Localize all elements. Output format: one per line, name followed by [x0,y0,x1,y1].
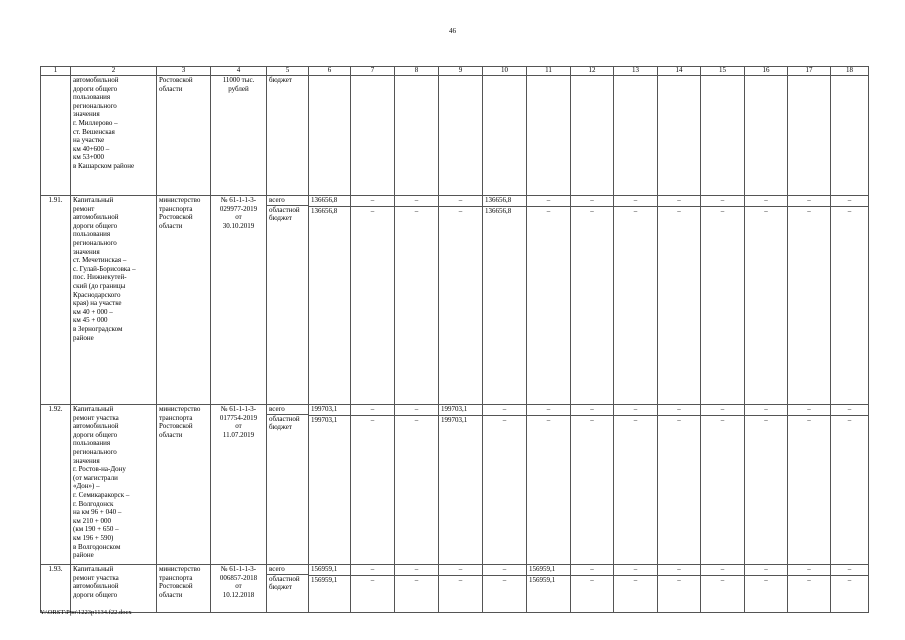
column-number: 10 [483,67,527,76]
amount-cell [788,405,831,565]
amount-value: – [414,207,419,215]
amount-cell [351,196,395,405]
amount-cell [483,565,527,613]
amount-cell [745,76,788,196]
amount-cell [788,565,831,613]
amount-value: – [677,576,681,584]
amount-value: – [414,416,419,424]
column-number: 13 [614,67,658,76]
amount-value: – [701,565,744,576]
table-row [41,405,869,565]
column-number-row [41,67,869,76]
amount-value: 199703,1 [309,405,350,416]
amount-value: – [745,405,787,416]
amount-cell [701,196,745,405]
object-name-cell: Капитальный ремонт участка автомобильной дороги общего пользования регионального значения г. Ростов-на-Дону (от магистрали «Дон») – г. Семикаракорск – г. Волгодонск на км 96 + 040 – км 210 + 000 (км 190 + 650 – км 196 + 590) в Волгодонском районе [71,405,157,565]
amount-cell [395,76,439,196]
document-cell: 11000 тыс. рублей [211,76,267,196]
object-name-cell: Капитальный ремонт участка автомобильной дороги общего [71,565,157,613]
amount-value: – [720,416,725,424]
amount-value: – [677,207,681,215]
funding-source-label: всего [267,565,308,575]
amount-value: 199703,1 [311,416,338,424]
table-row [41,565,869,613]
amount-value: – [831,196,868,207]
column-number: 3 [157,67,211,76]
amount-cell [527,405,571,565]
amount-value: 156959,1 [309,565,350,576]
amount-value: – [847,576,852,584]
funding-source-label: всего [267,196,308,206]
amount-cell [527,76,571,196]
column-number: 16 [745,67,788,76]
amount-value: – [788,405,830,416]
amount-cell [439,76,483,196]
amount-cell [614,196,658,405]
amount-cell [309,565,351,613]
amount-value: – [395,565,438,576]
amount-cell [658,565,701,613]
table-row [41,76,869,196]
amount-value: 156959,1 [311,576,338,584]
amount-value: – [745,196,787,207]
amount-value: – [807,207,811,215]
amount-cell [614,565,658,613]
amount-value: – [571,405,613,416]
amount-cell [701,405,745,565]
amount-cell [571,405,614,565]
column-number: 4 [211,67,267,76]
amount-cell [351,565,395,613]
amount-cell [831,565,869,613]
column-number: 18 [831,67,869,76]
funding-source-label: всего [267,405,308,415]
amount-value: – [590,416,594,424]
funding-source-cell [267,405,309,565]
page-number: 46 [449,27,456,35]
amount-value: – [590,576,594,584]
column-number: 17 [788,67,831,76]
amount-value: – [701,405,744,416]
amount-cell [701,565,745,613]
table-row [41,196,869,405]
amount-cell [831,76,869,196]
amount-value: – [458,576,463,584]
column-number: 11 [527,67,571,76]
amount-value: – [831,565,868,576]
amount-value: – [439,565,482,576]
amount-value: – [633,416,638,424]
customer-cell: министерство транспорта Ростовской области [157,196,211,405]
amount-value: – [502,416,507,424]
column-number: 7 [351,67,395,76]
amount-value: – [764,416,768,424]
amount-cell [527,565,571,613]
funding-source-label: областной бюджет [269,574,300,592]
amount-value: – [483,405,526,416]
amount-cell [309,76,351,196]
amount-value: – [527,196,570,207]
amount-value: – [414,576,419,584]
amount-cell [483,196,527,405]
amount-cell [439,196,483,405]
amount-value: – [745,565,787,576]
amount-value: – [527,405,570,416]
amount-value: – [439,196,482,207]
amount-value: – [677,416,681,424]
amount-value: – [788,196,830,207]
amount-cell [439,405,483,565]
amount-value: 199703,1 [441,416,468,424]
amount-value: – [370,416,375,424]
amount-cell [439,565,483,613]
amount-cell [395,565,439,613]
amount-cell [701,76,745,196]
column-number: 5 [267,67,309,76]
amount-value: – [614,405,657,416]
amount-cell [745,565,788,613]
amount-value: – [788,565,830,576]
funding-source-label: бюджет [269,76,292,84]
amount-value: – [658,405,700,416]
amount-value: – [764,576,768,584]
amount-value: 136656,8 [485,207,512,215]
amount-value: – [633,207,638,215]
amount-value: – [720,207,725,215]
amount-cell [483,76,527,196]
funding-source-label: областной бюджет [269,414,300,432]
amount-cell [351,76,395,196]
column-number: 9 [439,67,483,76]
amount-value: – [807,576,811,584]
column-number: 1 [41,67,71,76]
amount-cell [395,405,439,565]
funding-source-cell [267,196,309,405]
amount-value: – [351,196,394,207]
amount-value: 136656,8 [309,196,350,207]
funding-source-cell [267,76,309,196]
object-name-cell: Капитальный ремонт автомобильной дороги общего пользования регионального значения ст. Мечетинская – с. Гулай-Борисовка – пос. Нижнекутей- ский (до границы Краснодарского края) на участке км 40 + 000 – км 45 + 000 в Зерноградском районе [71,196,157,405]
amount-value: – [720,576,725,584]
amount-value: – [701,196,744,207]
amount-value: – [546,416,551,424]
program-table [40,66,869,613]
amount-value: – [546,207,551,215]
amount-cell [309,196,351,405]
item-number-cell [41,76,71,196]
amount-value: – [483,565,526,576]
amount-cell [658,405,701,565]
amount-cell [527,196,571,405]
amount-value: – [658,196,700,207]
amount-cell [571,76,614,196]
customer-cell: Ростовской области [157,76,211,196]
amount-value: – [502,576,507,584]
amount-cell [614,76,658,196]
document-cell: № 61-1-1-3- 006857-2018 от 10.12.2018 [211,565,267,613]
column-number: 12 [571,67,614,76]
amount-value: 136656,8 [311,207,338,215]
column-number: 8 [395,67,439,76]
amount-value: – [633,576,638,584]
amount-value: – [831,405,868,416]
column-number: 2 [71,67,157,76]
amount-cell [309,405,351,565]
column-number: 14 [658,67,701,76]
customer-cell: министерство транспорта Ростовской области [157,405,211,565]
amount-cell [351,405,395,565]
amount-value: – [847,207,852,215]
item-number-cell: 1.93. [41,565,71,613]
amount-cell [745,196,788,405]
item-number-cell: 1.91. [41,196,71,405]
object-name-cell: автомобильной дороги общего пользования регионального значения г. Миллерово – ст. Вешенская на участке км 40+600 – км 53+000 в Кашарском районе [71,76,157,196]
amount-value: – [614,565,657,576]
amount-cell [483,405,527,565]
amount-cell [745,405,788,565]
amount-cell [658,76,701,196]
amount-value: – [395,405,438,416]
amount-value: – [370,207,375,215]
amount-cell [831,405,869,565]
amount-value: – [590,207,594,215]
amount-value: 156959,1 [527,565,570,576]
amount-value: – [571,196,613,207]
item-number-cell: 1.92. [41,405,71,565]
amount-value: – [614,196,657,207]
amount-value: 156959,1 [529,576,556,584]
amount-cell [571,565,614,613]
amount-cell [395,196,439,405]
amount-value: – [571,565,613,576]
amount-cell [788,76,831,196]
amount-value: – [764,207,768,215]
column-number: 15 [701,67,745,76]
document-cell: № 61-1-1-3- 017754-2019 от 11.07.2019 [211,405,267,565]
funding-source-cell [267,565,309,613]
amount-value: 199703,1 [439,405,482,416]
customer-cell: министерство транспорта Ростовской области [157,565,211,613]
amount-cell [614,405,658,565]
column-number: 6 [309,67,351,76]
amount-value: – [458,207,463,215]
amount-value: – [658,565,700,576]
amount-value: – [351,405,394,416]
amount-value: – [395,196,438,207]
amount-cell [658,196,701,405]
amount-value: – [370,576,375,584]
amount-value: – [847,416,852,424]
amount-value: – [807,416,811,424]
table-body [41,76,869,613]
amount-cell [571,196,614,405]
amount-value: – [351,565,394,576]
amount-value: 136656,8 [483,196,526,207]
amount-cell [788,196,831,405]
amount-cell [831,196,869,405]
funding-source-label: областной бюджет [269,205,300,223]
document-cell: № 61-1-1-3- 029977-2019 от 30.10.2019 [211,196,267,405]
file-path-footer: Y:\ORST\Ppo\1223p1134.f22.docx [40,609,132,616]
